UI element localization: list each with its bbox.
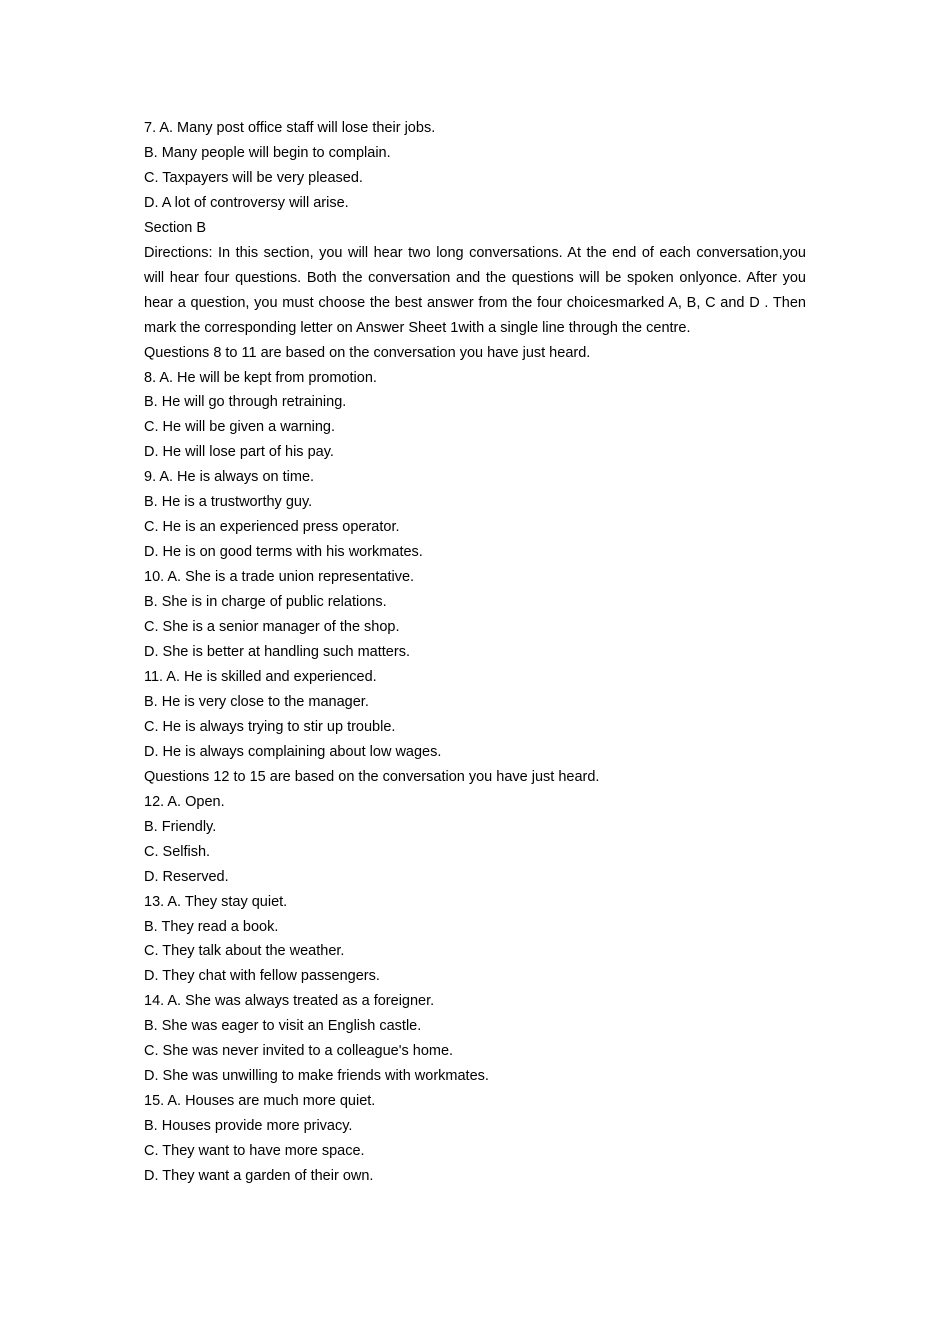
question-14-option-b: B. She was eager to visit an English castle. bbox=[144, 1018, 422, 1035]
questions-12-15-intro: Questions 12 to 15 are based on the conversation you have just heard. bbox=[144, 768, 600, 785]
question-11-option-c: C. He is always trying to stir up trouble. bbox=[144, 718, 396, 735]
question-7-option-d: D. A lot of controversy will arise. bbox=[144, 194, 349, 211]
question-14-option-d: D. She was unwilling to make friends with workmates. bbox=[144, 1068, 489, 1085]
question-11-option-d: D. He is always complaining about low wages. bbox=[144, 743, 442, 760]
question-13-option-d: D. They chat with fellow passengers. bbox=[144, 968, 380, 985]
question-9-option-a: 9. A. He is always on time. bbox=[144, 469, 315, 486]
question-10-option-d: D. She is better at handling such matters. bbox=[144, 644, 410, 661]
section-title: Section B bbox=[144, 219, 207, 236]
question-14-option-c: C. She was never invited to a colleague's home. bbox=[144, 1043, 454, 1060]
question-10-option-b: B. She is in charge of public relations. bbox=[144, 594, 387, 611]
questions-8-11-intro: Questions 8 to 11 are based on the conversation you have just heard. bbox=[144, 344, 591, 361]
question-13-option-c: C. They talk about the weather. bbox=[144, 943, 345, 960]
question-8-option-b: B. He will go through retraining. bbox=[144, 394, 347, 411]
question-8-option-a: 8. A. He will be kept from promotion. bbox=[144, 369, 377, 386]
directions-paragraph: Directions: In this section, you will hear two long conversations. At the end of each conversation,you will hear four questions. Both the conversation and the questions will be spoken onlyonce. After you hear a question, you must choose the best answer from the four choicesmarked A, B, C and D . Then mark the corresponding letter on Answer Sheet 1with a single line through the centre. bbox=[144, 244, 806, 336]
question-8-option-d: D. He will lose part of his pay. bbox=[144, 444, 334, 461]
question-11-option-b: B. He is very close to the manager. bbox=[144, 693, 369, 710]
question-9-option-d: D. He is on good terms with his workmates. bbox=[144, 544, 423, 561]
question-9-option-c: C. He is an experienced press operator. bbox=[144, 519, 400, 536]
question-7-option-a: 7. A. Many post office staff will lose their jobs. bbox=[144, 120, 436, 136]
question-15-option-a: 15. A. Houses are much more quiet. bbox=[144, 1093, 376, 1110]
document-page bbox=[144, 116, 806, 1189]
question-10-option-c: C. She is a senior manager of the shop. bbox=[144, 619, 400, 636]
question-10-option-a: 10. A. She is a trade union representative. bbox=[144, 569, 415, 586]
question-15-option-c: C. They want to have more space. bbox=[144, 1143, 365, 1160]
question-12-option-c: C. Selfish. bbox=[144, 843, 211, 860]
question-12-option-a: 12. A. Open. bbox=[144, 793, 225, 810]
question-13-option-b: B. They read a book. bbox=[144, 918, 279, 935]
question-9-option-b: B. He is a trustworthy guy. bbox=[144, 494, 313, 511]
question-15-option-d: D. They want a garden of their own. bbox=[144, 1168, 374, 1185]
question-7-option-c: C. Taxpayers will be very pleased. bbox=[144, 169, 363, 186]
question-15-option-b: B. Houses provide more privacy. bbox=[144, 1118, 353, 1135]
question-12-option-b: B. Friendly. bbox=[144, 818, 217, 835]
question-11-option-a: 11. A. He is skilled and experienced. bbox=[144, 668, 377, 685]
question-14-option-a: 14. A. She was always treated as a foreigner. bbox=[144, 993, 435, 1010]
question-7-option-b: B. Many people will begin to complain. bbox=[144, 144, 391, 161]
question-13-option-a: 13. A. They stay quiet. bbox=[144, 893, 288, 910]
question-12-option-d: D. Reserved. bbox=[144, 868, 229, 885]
question-8-option-c: C. He will be given a warning. bbox=[144, 419, 336, 436]
